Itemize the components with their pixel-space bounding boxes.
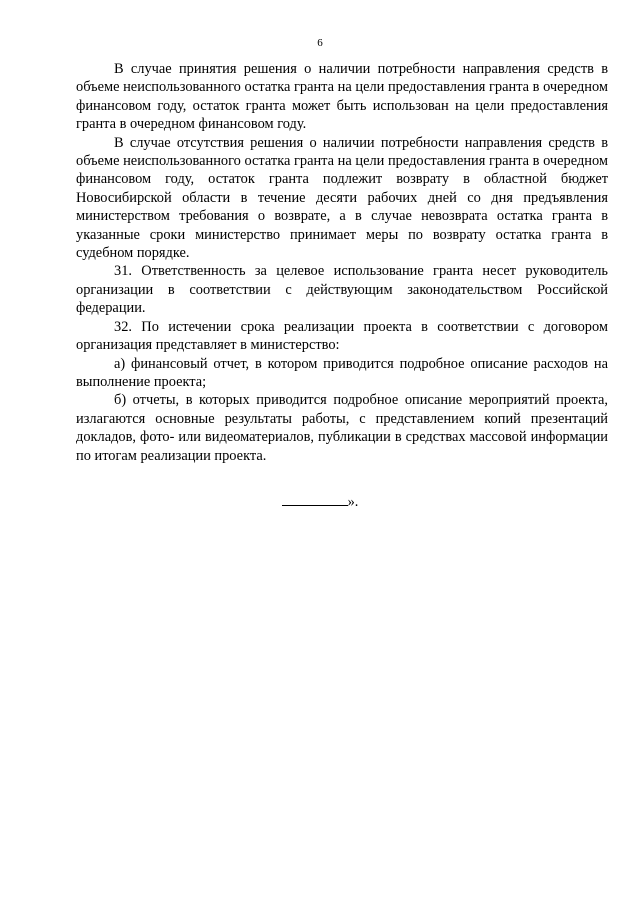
closing-quote: ». xyxy=(347,494,359,510)
paragraph-item-32-a: а) финансовый отчет, в котором приводится подробное описание расходов на выполнение проекта; xyxy=(76,355,608,390)
paragraph-item-32: 32. По истечении срока реализации проекта в соответствии с договором организация представляет в министерство: xyxy=(76,318,608,354)
closing-line xyxy=(0,493,640,511)
paragraph-item-31: 31. Ответственность за целевое использование гранта несет руководитель организации в соответствии с действующим законодательством Российской федерации. xyxy=(76,263,608,317)
page-number: 6 xyxy=(317,37,323,49)
document-body xyxy=(76,60,608,465)
paragraph-item-32-b: б) отчеты, в которых приводится подробное описание мероприятий проекта, излагаются основные результаты работы, с представлением копий презентаций докладов, фото- или видеоматериалов, публикации в средствах массовой информации по итогам реализации проекта. xyxy=(76,392,608,464)
paragraph-grant-remainder-use: В случае принятия решения о наличии потребности направления средств в объеме неиспользованного остатка гранта на цели предоставления гранта в очередном финансовом году, остаток гранта может быть использован на цели предоставления гранта в очередном финансовом году. xyxy=(76,61,608,133)
paragraph-grant-remainder-return: В случае отсутствия решения о наличии потребности направления средств в объеме неиспользованного остатка гранта на цели предоставления гранта в очередном финансовом году, остаток гранта подлежит возврату в областной бюджет Новосибирской области в течение десяти рабочих дней со дня предъявления министерством требования о возврате, а в случае невозврата остатка гранта в указанные сроки министерство принимает меры по возврату остатка гранта в судебном порядке. xyxy=(76,134,608,262)
signature-rule xyxy=(282,493,348,506)
